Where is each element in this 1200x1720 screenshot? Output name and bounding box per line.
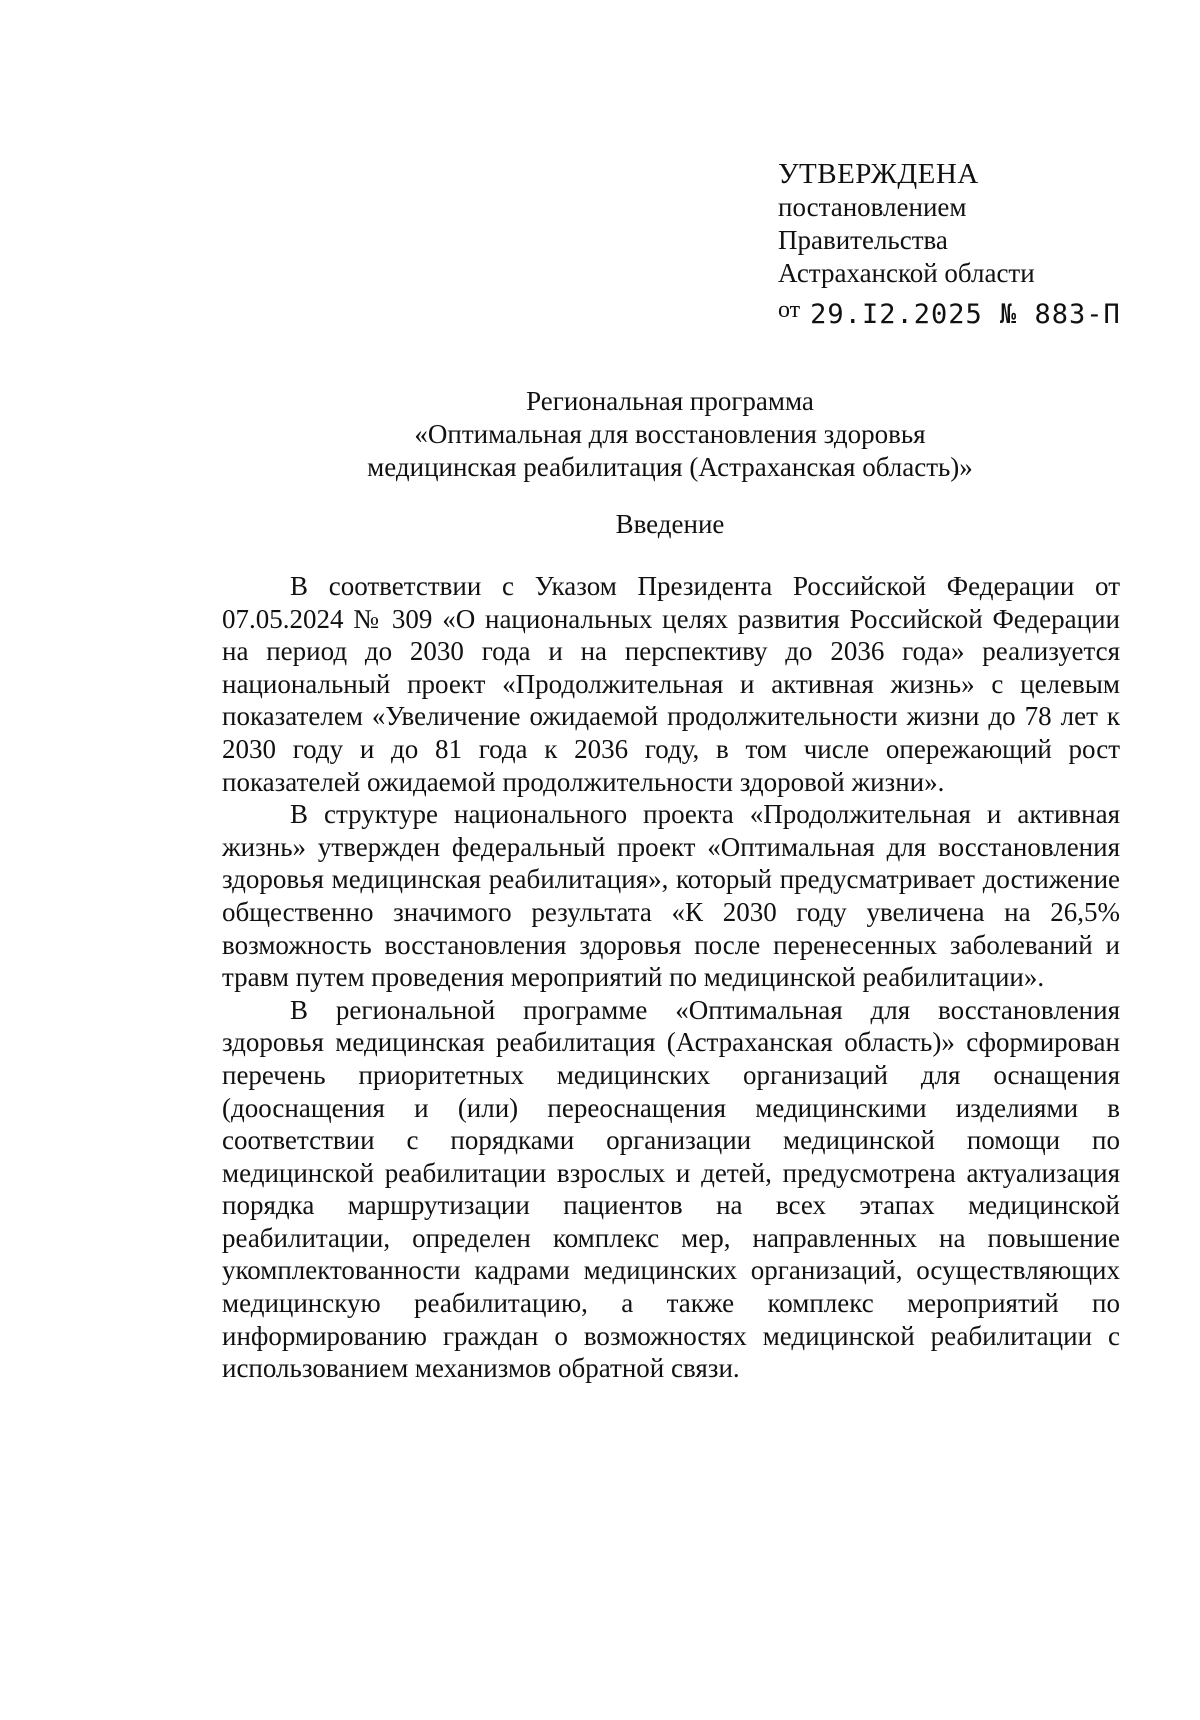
section-heading: Введение bbox=[615, 509, 725, 539]
approval-line-1: постановлением bbox=[778, 192, 967, 222]
document-body bbox=[222, 570, 1120, 1385]
approval-stamp bbox=[778, 158, 1138, 331]
paragraph-3: В региональной программе «Оптимальная для восстановления здоровья медицинская реабилитация (Астраханская область)» сформирован перечень приоритетных медицинских организаций для оснащения (дооснащения и (или) переоснащения медицинскими изделиями в соответствии с порядками организации медицинской помощи по медицинской реабилитации взрослых и детей, предусмотрена актуализация порядка маршрутизации пациентов на всех этапах медицинской реабилитации, определен комплекс мер, направленных на повышение укомплектованности кадрами медицинских организаций, осуществляющих медицинскую реабилитацию, а также комплекс мероприятий по информированию граждан о возможностях медицинской реабилитации с использованием механизмов обратной связи. bbox=[222, 994, 1120, 1384]
approval-heading: УТВЕРЖДЕНА bbox=[778, 158, 979, 190]
approval-line-2: Правительства bbox=[778, 225, 948, 255]
title-line-3: медицинская реабилитация (Астраханская область)» bbox=[367, 452, 973, 482]
approval-date-number: 29.I2.2025 № 883-П bbox=[810, 299, 1121, 330]
approval-date-prefix: от bbox=[778, 297, 801, 323]
approval-line-3: Астраханской области bbox=[778, 258, 1035, 288]
document-title bbox=[220, 385, 1120, 484]
title-line-2: «Оптимальная для восстановления здоровья bbox=[414, 419, 926, 449]
title-line-1: Региональная программа bbox=[526, 386, 814, 416]
paragraph-1: В соответствии с Указом Президента Российской Федерации от 07.05.2024 № 309 «О национальных целях развития Российской Федерации на период до 2030 года и на перспективу до 2036 года» реализуется национальный проект «Продолжительная и активная жизнь» с целевым показателем «Увеличение ожидаемой продолжительности жизни до 78 лет к 2030 году и до 81 года к 2036 году, в том числе опережающий рост показателей ожидаемой продолжительности здоровой жизни». bbox=[222, 571, 1120, 797]
approval-date-line bbox=[778, 294, 1138, 331]
paragraph-2: В структуре национального проекта «Продолжительная и активная жизнь» утвержден федеральный проект «Оптимальная для восстановления здоровья медицинская реабилитация», который предусматривает достижение общественно значимого результата «К 2030 году увеличена на 26,5% возможность восстановления здоровья после перенесенных заболеваний и травм путем проведения мероприятий по медицинской реабилитации». bbox=[222, 799, 1120, 993]
